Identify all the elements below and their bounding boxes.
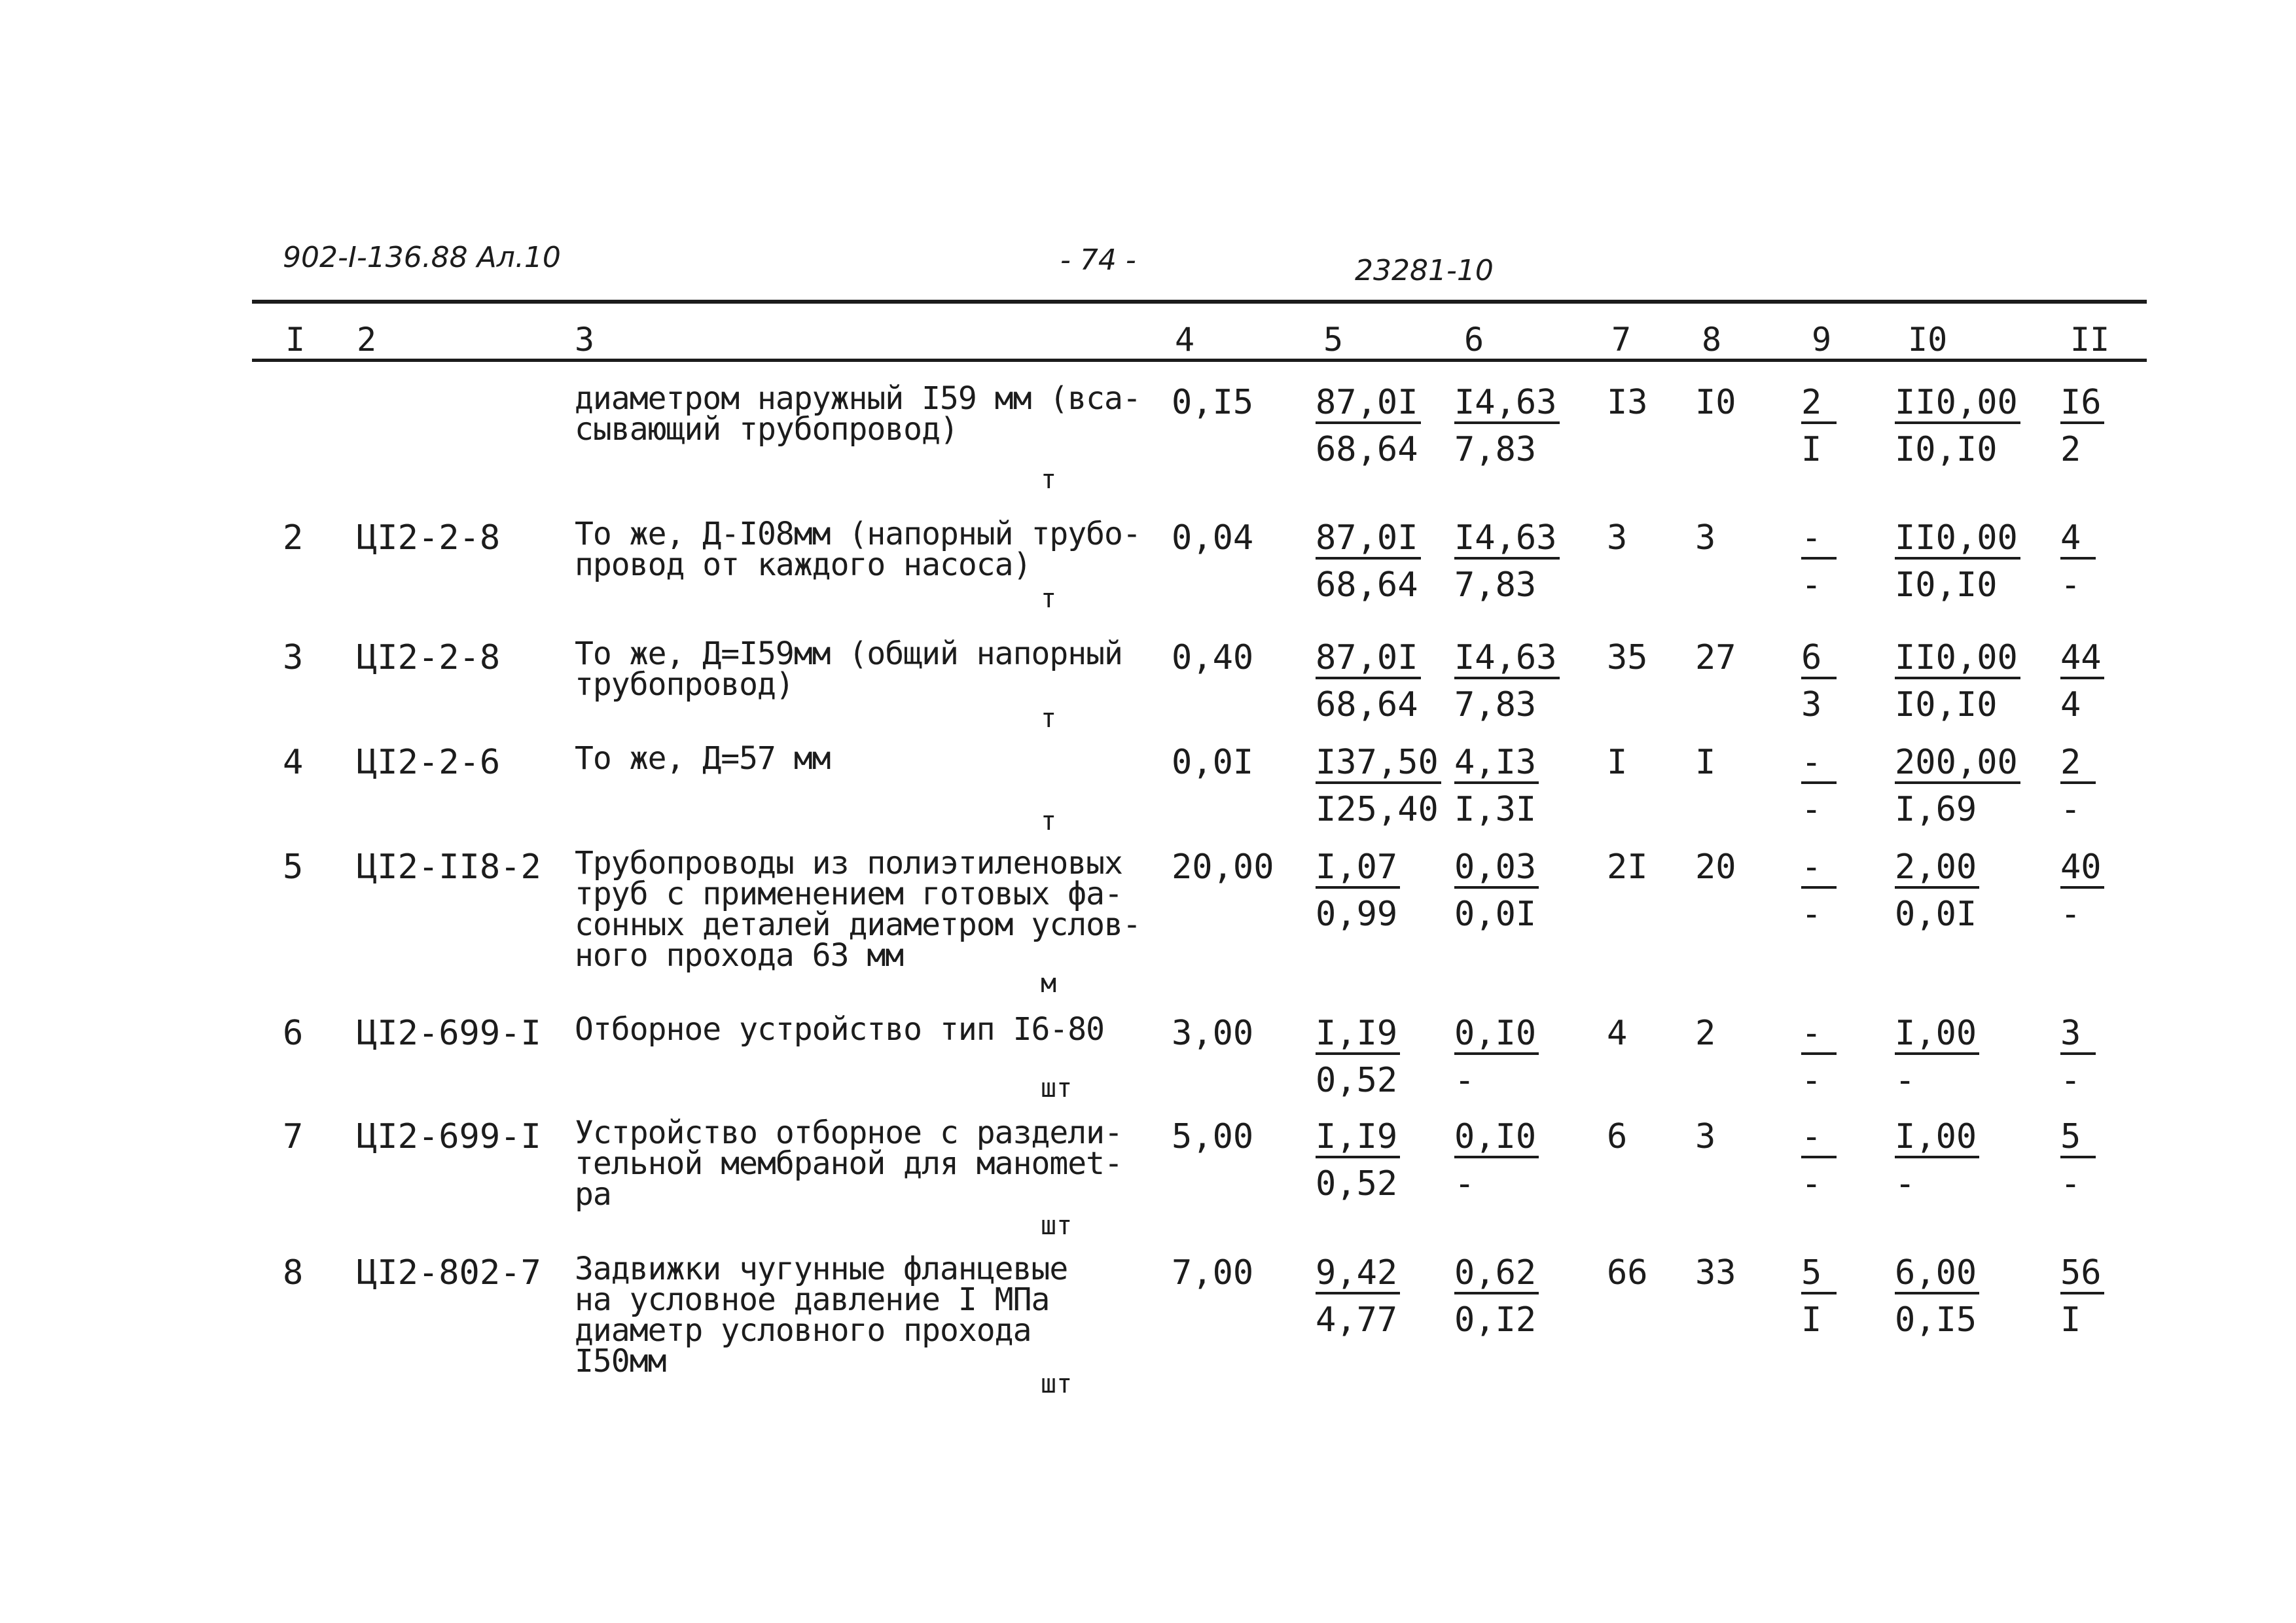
col-num-9: 9 xyxy=(1812,321,1832,359)
unit-labor-hours xyxy=(1895,385,2020,467)
col-num-2: 2 xyxy=(357,321,377,359)
unit-labor-hours-denominator: - xyxy=(1895,1164,1916,1204)
unit-cost-total-denominator: 68,64 xyxy=(1316,685,1418,724)
description-line: Устройство отборное с раздели- xyxy=(575,1115,1122,1151)
col-num-11: II xyxy=(2070,321,2110,359)
rate-code: ЦI2-2-6 xyxy=(357,743,501,782)
machine-cost-denominator: I xyxy=(1801,430,1822,469)
unit-labor-hours xyxy=(1895,640,2020,722)
unit-cost-total-numerator: I,I9 xyxy=(1316,1119,1400,1158)
row-number: 5 xyxy=(283,847,304,887)
unit-labor-hours-numerator: II0,00 xyxy=(1895,520,2020,560)
unit-labor-hours xyxy=(1895,1255,1979,1338)
rate-code: ЦI2-699-I xyxy=(357,1117,541,1156)
unit-cost-machines-denominator: 0,0I xyxy=(1454,895,1537,934)
col-num-6: 6 xyxy=(1464,321,1484,359)
quantity: 0,I5 xyxy=(1172,383,1254,422)
total-cost: 6 xyxy=(1607,1117,1628,1156)
unit-labor-hours-denominator: I0,I0 xyxy=(1895,565,1998,605)
unit-cost-total xyxy=(1316,1119,1400,1202)
total-labor-hours-numerator: I6 xyxy=(2060,385,2104,424)
description-line: То же, Д=57 мм xyxy=(575,740,831,777)
machine-cost-denominator: - xyxy=(1801,1061,1822,1100)
quantity: 3,00 xyxy=(1172,1014,1254,1053)
page-number: - 74 - xyxy=(1060,243,1136,277)
unit-cost-total-numerator: 9,42 xyxy=(1316,1255,1400,1294)
unit-labor-hours xyxy=(1895,520,2020,603)
row-number: 7 xyxy=(283,1117,304,1156)
unit-labor-hours-numerator: 200,00 xyxy=(1895,745,2020,784)
description-line: тельной мембраной для манomet- xyxy=(575,1145,1122,1182)
total-labor-hours xyxy=(2060,745,2096,827)
labor-cost: 3 xyxy=(1695,518,1716,558)
total-labor-hours xyxy=(2060,385,2104,467)
col-num-7: 7 xyxy=(1611,321,1632,359)
total-labor-hours-denominator: I xyxy=(2060,1300,2081,1340)
unit-labor-hours xyxy=(1895,849,1979,932)
total-labor-hours-numerator: 3 xyxy=(2060,1016,2096,1055)
unit-cost-machines xyxy=(1454,385,1560,467)
work-description xyxy=(575,740,831,777)
machine-cost-denominator: - xyxy=(1801,1164,1822,1204)
machine-cost xyxy=(1801,640,1837,722)
description-line: Трубопроводы из полиэтиленовых xyxy=(575,845,1122,882)
header-top-rule xyxy=(252,300,2147,304)
unit-cost-total-denominator: 68,64 xyxy=(1316,565,1418,605)
document-code: 902-I-136.88 Ал.10 xyxy=(283,241,561,274)
total-cost: 4 xyxy=(1607,1014,1628,1053)
work-description xyxy=(575,516,1141,583)
total-labor-hours xyxy=(2060,849,2104,932)
unit-cost-total-denominator: 0,52 xyxy=(1316,1164,1398,1204)
unit-cost-machines-denominator: 0,I2 xyxy=(1454,1300,1537,1340)
total-labor-hours-denominator: - xyxy=(2060,1164,2081,1204)
total-labor-hours-numerator: 4 xyxy=(2060,520,2096,560)
machine-cost-numerator: - xyxy=(1801,849,1837,889)
unit-labor-hours-numerator: II0,00 xyxy=(1895,640,2020,679)
total-labor-hours-numerator: 56 xyxy=(2060,1255,2104,1294)
unit-cost-total-denominator: 0,52 xyxy=(1316,1061,1398,1100)
machine-cost-numerator: 5 xyxy=(1801,1255,1837,1294)
total-labor-hours xyxy=(2060,640,2104,722)
col-num-8: 8 xyxy=(1702,321,1722,359)
unit-cost-total-numerator: 87,0I xyxy=(1316,520,1421,560)
unit-of-measure: т xyxy=(1041,806,1057,836)
quantity: 0,04 xyxy=(1172,518,1254,558)
unit-labor-hours-numerator: 6,00 xyxy=(1895,1255,1979,1294)
description-line: на условное давление I МПа xyxy=(575,1281,1050,1318)
quantity: 0,0I xyxy=(1172,743,1254,782)
unit-cost-total xyxy=(1316,1016,1400,1098)
unit-labor-hours xyxy=(1895,745,2020,827)
unit-cost-machines-denominator: - xyxy=(1454,1164,1475,1204)
col-num-1: I xyxy=(285,321,306,359)
unit-cost-machines xyxy=(1454,1119,1539,1202)
unit-labor-hours-numerator: 2,00 xyxy=(1895,849,1979,889)
machine-cost xyxy=(1801,1016,1837,1098)
unit-cost-machines-numerator: 4,I3 xyxy=(1454,745,1539,784)
machine-cost-denominator: - xyxy=(1801,565,1822,605)
unit-cost-total xyxy=(1316,745,1441,827)
quantity: 7,00 xyxy=(1172,1253,1254,1293)
labor-cost: 20 xyxy=(1695,847,1736,887)
rate-code: ЦI2-II8-2 xyxy=(357,847,541,887)
unit-cost-total-numerator: I37,50 xyxy=(1316,745,1441,784)
quantity: 5,00 xyxy=(1172,1117,1254,1156)
unit-cost-total-numerator: I,I9 xyxy=(1316,1016,1400,1055)
total-labor-hours-denominator: - xyxy=(2060,895,2081,934)
description-line: труб с применением готовых фа- xyxy=(575,876,1122,912)
unit-cost-total-numerator: 87,0I xyxy=(1316,640,1421,679)
unit-cost-machines-numerator: 0,62 xyxy=(1454,1255,1539,1294)
labor-cost: I xyxy=(1695,743,1716,782)
machine-cost xyxy=(1801,1255,1837,1338)
total-labor-hours xyxy=(2060,1016,2096,1098)
unit-cost-machines-denominator: 7,83 xyxy=(1454,565,1537,605)
unit-cost-machines-numerator: 0,I0 xyxy=(1454,1016,1539,1055)
row-number: 6 xyxy=(283,1014,304,1053)
machine-cost-denominator: - xyxy=(1801,895,1822,934)
col-num-10: I0 xyxy=(1908,321,1948,359)
total-labor-hours-denominator: 2 xyxy=(2060,430,2081,469)
unit-cost-total-denominator: 68,64 xyxy=(1316,430,1418,469)
machine-cost-denominator: 3 xyxy=(1801,685,1822,724)
unit-cost-total-denominator: 0,99 xyxy=(1316,895,1398,934)
rate-code: ЦI2-699-I xyxy=(357,1014,541,1053)
description-line: сонных деталей диаметром услов- xyxy=(575,906,1141,943)
unit-labor-hours-denominator: 0,I5 xyxy=(1895,1300,1977,1340)
unit-cost-machines-denominator: 7,83 xyxy=(1454,685,1537,724)
unit-cost-total xyxy=(1316,849,1400,932)
machine-cost-numerator: 2 xyxy=(1801,385,1837,424)
unit-cost-machines xyxy=(1454,745,1539,827)
unit-labor-hours-denominator: I0,I0 xyxy=(1895,685,1998,724)
unit-labor-hours-numerator: I,00 xyxy=(1895,1119,1979,1158)
total-labor-hours-numerator: 40 xyxy=(2060,849,2104,889)
labor-cost: 27 xyxy=(1695,638,1736,677)
machine-cost-numerator: - xyxy=(1801,1119,1837,1158)
machine-cost xyxy=(1801,520,1837,603)
unit-cost-total xyxy=(1316,385,1421,467)
col-num-4: 4 xyxy=(1175,321,1195,359)
unit-labor-hours-denominator: 0,0I xyxy=(1895,895,1977,934)
col-num-3: 3 xyxy=(575,321,595,359)
unit-cost-machines-numerator: I4,63 xyxy=(1454,385,1560,424)
labor-cost: 33 xyxy=(1695,1253,1736,1293)
description-line: Отборное устройство тип I6-80 xyxy=(575,1011,1105,1048)
machine-cost-denominator: I xyxy=(1801,1300,1822,1340)
total-labor-hours-numerator: 2 xyxy=(2060,745,2096,784)
unit-labor-hours xyxy=(1895,1016,1979,1098)
row-number: 8 xyxy=(283,1253,304,1293)
unit-cost-total-numerator: 87,0I xyxy=(1316,385,1421,424)
unit-cost-machines-numerator: I4,63 xyxy=(1454,640,1560,679)
machine-cost xyxy=(1801,849,1837,932)
unit-cost-total-denominator: I25,40 xyxy=(1316,790,1439,829)
unit-labor-hours-denominator: - xyxy=(1895,1061,1916,1100)
row-number: 4 xyxy=(283,743,304,782)
unit-of-measure: шт xyxy=(1041,1369,1073,1399)
unit-of-measure: т xyxy=(1041,704,1057,734)
unit-of-measure: м xyxy=(1041,969,1057,999)
total-labor-hours xyxy=(2060,1255,2104,1338)
unit-of-measure: т xyxy=(1041,584,1057,614)
machine-cost-denominator: - xyxy=(1801,790,1822,829)
unit-cost-machines xyxy=(1454,520,1560,603)
col-num-5: 5 xyxy=(1323,321,1344,359)
labor-cost: 3 xyxy=(1695,1117,1716,1156)
work-description xyxy=(575,380,1141,448)
unit-cost-machines-numerator: 0,03 xyxy=(1454,849,1539,889)
total-cost: I xyxy=(1607,743,1628,782)
unit-labor-hours-numerator: I,00 xyxy=(1895,1016,1979,1055)
description-line: ра xyxy=(575,1176,611,1213)
machine-cost-numerator: - xyxy=(1801,745,1837,784)
unit-of-measure: шт xyxy=(1041,1211,1073,1241)
unit-cost-machines-denominator: - xyxy=(1454,1061,1475,1100)
description-line: трубопровод) xyxy=(575,666,794,703)
machine-cost xyxy=(1801,1119,1837,1202)
total-labor-hours-denominator: - xyxy=(2060,565,2081,605)
unit-cost-total xyxy=(1316,520,1421,603)
description-line: Задвижки чугунные фланцевые xyxy=(575,1251,1068,1287)
unit-cost-total-numerator: I,07 xyxy=(1316,849,1400,889)
total-cost: 66 xyxy=(1607,1253,1648,1293)
work-description xyxy=(575,845,1141,974)
unit-labor-hours xyxy=(1895,1119,1979,1202)
labor-cost: I0 xyxy=(1695,383,1736,422)
rate-code: ЦI2-802-7 xyxy=(357,1253,541,1293)
unit-cost-total-denominator: 4,77 xyxy=(1316,1300,1398,1340)
unit-of-measure: т xyxy=(1041,465,1057,495)
total-labor-hours-denominator: - xyxy=(2060,1061,2081,1100)
work-description xyxy=(575,1251,1068,1380)
unit-cost-machines xyxy=(1454,1255,1539,1338)
description-line: провод от каждого насоса) xyxy=(575,546,1031,583)
unit-of-measure: шт xyxy=(1041,1073,1073,1103)
total-cost: I3 xyxy=(1607,383,1648,422)
unit-cost-total xyxy=(1316,640,1421,722)
unit-cost-machines xyxy=(1454,640,1560,722)
total-cost: 35 xyxy=(1607,638,1648,677)
unit-cost-machines xyxy=(1454,849,1539,932)
work-description xyxy=(575,1115,1122,1213)
quantity: 0,40 xyxy=(1172,638,1254,677)
unit-cost-machines-numerator: I4,63 xyxy=(1454,520,1560,560)
header-bottom-rule xyxy=(252,359,2147,362)
machine-cost xyxy=(1801,385,1837,467)
description-line: ного прохода 63 мм xyxy=(575,937,904,974)
inventory-number: 23281-10 xyxy=(1355,254,1494,287)
work-description xyxy=(575,635,1122,703)
total-labor-hours-denominator: 4 xyxy=(2060,685,2081,724)
description-line: сывающий трубопровод) xyxy=(575,411,958,448)
description-line: диаметром наружный I59 мм (вса- xyxy=(575,380,1141,417)
labor-cost: 2 xyxy=(1695,1014,1716,1053)
total-labor-hours-denominator: - xyxy=(2060,790,2081,829)
row-number: 3 xyxy=(283,638,304,677)
description-line: I50мм xyxy=(575,1343,666,1380)
unit-cost-machines-denominator: 7,83 xyxy=(1454,430,1537,469)
rate-code: ЦI2-2-8 xyxy=(357,518,501,558)
unit-cost-machines-denominator: I,3I xyxy=(1454,790,1537,829)
unit-cost-machines-numerator: 0,I0 xyxy=(1454,1119,1539,1158)
total-labor-hours xyxy=(2060,1119,2096,1202)
unit-labor-hours-numerator: II0,00 xyxy=(1895,385,2020,424)
machine-cost-numerator: - xyxy=(1801,520,1837,560)
quantity: 20,00 xyxy=(1172,847,1274,887)
unit-labor-hours-denominator: I,69 xyxy=(1895,790,1977,829)
total-cost: 2I xyxy=(1607,847,1648,887)
description-line: диаметр условного прохода xyxy=(575,1312,1031,1349)
unit-labor-hours-denominator: I0,I0 xyxy=(1895,430,1998,469)
unit-cost-total xyxy=(1316,1255,1400,1338)
machine-cost-numerator: - xyxy=(1801,1016,1837,1055)
total-labor-hours xyxy=(2060,520,2096,603)
total-labor-hours-numerator: 44 xyxy=(2060,640,2104,679)
work-description xyxy=(575,1011,1105,1048)
rate-code: ЦI2-2-8 xyxy=(357,638,501,677)
machine-cost xyxy=(1801,745,1837,827)
description-line: То же, Д=I59мм (общий напорный xyxy=(575,635,1122,672)
total-labor-hours-numerator: 5 xyxy=(2060,1119,2096,1158)
machine-cost-numerator: 6 xyxy=(1801,640,1837,679)
unit-cost-machines xyxy=(1454,1016,1539,1098)
row-number: 2 xyxy=(283,518,304,558)
total-cost: 3 xyxy=(1607,518,1628,558)
description-line: То же, Д-I08мм (напорный трубо- xyxy=(575,516,1141,552)
